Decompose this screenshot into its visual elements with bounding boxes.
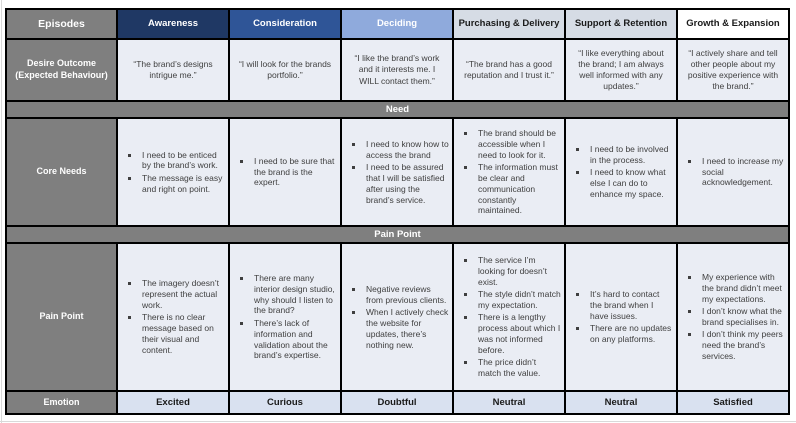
desire-quote-support-retention: “I like everything about the brand; I am always well informed with any updates.” — [566, 40, 676, 100]
row-label-core-needs: Core Needs — [7, 119, 116, 225]
bullet-list — [239, 154, 337, 190]
bullet-item: ▪ My experience with the brand didn’t meet my expectations. — [700, 272, 785, 305]
bullet-list — [351, 137, 449, 207]
core-needs-cell-support-retention — [566, 119, 676, 225]
core-needs-cell-purchasing-delivery — [454, 119, 564, 225]
bullet-item: ▪ There are no updates on any platforms. — [588, 323, 673, 345]
bullet-list — [239, 271, 337, 363]
bullet-list — [127, 148, 225, 196]
core-needs-cell-consideration — [230, 119, 340, 225]
column-header-awareness: Awareness — [118, 10, 228, 38]
bullet-item: ▪ I need to be sure that the brand is the expert. — [252, 156, 337, 189]
bullet-item: ▪ When I actively check the website for updates, there’s nothing new. — [364, 307, 449, 351]
bullet-item: ▪ There are many interior design studio, why should I listen to the brand? — [252, 273, 337, 317]
desire-quote-purchasing-delivery: “The brand has a good reputation and I trust it.” — [454, 40, 564, 100]
bullet-item: ▪ There is no clear message based on their visual and content. — [140, 312, 225, 356]
column-header-consideration: Consideration — [230, 10, 340, 38]
bullet-item: ▪ I need to be enticed by the brand’s work. — [140, 150, 225, 172]
section-bar-pain-point: Pain Point — [7, 227, 788, 242]
core-needs-cell-deciding — [342, 119, 452, 225]
page-edge-bottom — [0, 421, 796, 422]
corner-header-episodes: Episodes — [7, 10, 116, 38]
pain-point-cell-purchasing-delivery — [454, 244, 564, 390]
bullet-item: ▪ The imagery doesn’t represent the actual work. — [140, 278, 225, 311]
bullet-item: ▪ I need to be assured that I will be satisfied after using the brand’s service. — [364, 162, 449, 206]
row-label-pain-point: Pain Point — [7, 244, 116, 390]
emotion-cell-growth-expansion: Satisfied — [678, 392, 788, 413]
desire-quote-awareness: “The brand’s designs intrigue me.” — [118, 40, 228, 100]
bullet-item: ▪ The price didn’t match the value. — [476, 357, 561, 379]
customer-journey-table — [5, 8, 790, 415]
page-edge-left — [1, 0, 2, 423]
desire-quote-growth-expansion: “I actively share and tell other people about my positive experience with the brand.” — [678, 40, 788, 100]
bullet-item: ▪ It’s hard to contact the brand when I have issues. — [588, 289, 673, 322]
emotion-cell-support-retention: Neutral — [566, 392, 676, 413]
bullet-item: ▪ Negative reviews from previous clients. — [364, 284, 449, 306]
bullet-item: ▪ I don’t think my peers need the brand’s services. — [700, 329, 785, 362]
bullet-list — [687, 154, 785, 190]
emotion-cell-deciding: Doubtful — [342, 392, 452, 413]
section-bar-need: Need — [7, 102, 788, 117]
bullet-item: ▪ The information must be clear and communication constantly maintained. — [476, 162, 561, 216]
emotion-cell-consideration: Curious — [230, 392, 340, 413]
bullet-item: ▪ The style didn’t match my expectation. — [476, 289, 561, 311]
core-needs-cell-growth-expansion — [678, 119, 788, 225]
bullet-item: ▪ There’s lack of information and validation about the brand’s expertise. — [252, 318, 337, 362]
bullet-list — [463, 126, 561, 218]
bullet-list — [127, 277, 225, 358]
bullet-item: ▪ I need to know what else I can do to enhance my space. — [588, 167, 673, 200]
column-header-deciding: Deciding — [342, 10, 452, 38]
bullet-item: ▪ I don’t know what the brand specialises in. — [700, 306, 785, 328]
pain-point-cell-consideration — [230, 244, 340, 390]
bullet-item: ▪ I need to know how to access the brand — [364, 139, 449, 161]
pain-point-cell-awareness — [118, 244, 228, 390]
desire-quote-deciding: “I like the brand’s work and it interests me. I WILL contact them.” — [342, 40, 452, 100]
emotion-cell-purchasing-delivery: Neutral — [454, 392, 564, 413]
desire-quote-consideration: “I will look for the brands portfolio.” — [230, 40, 340, 100]
pain-point-cell-deciding — [342, 244, 452, 390]
bullet-list — [575, 143, 673, 202]
pain-point-cell-growth-expansion — [678, 244, 788, 390]
bullet-item: ▪ The service I’m looking for doesn’t exist. — [476, 255, 561, 288]
bullet-item: ▪ The brand should be accessible when I need to look for it. — [476, 128, 561, 161]
core-needs-cell-awareness — [118, 119, 228, 225]
bullet-list — [351, 282, 449, 352]
row-label-emotion: Emotion — [7, 392, 116, 413]
column-header-growth-expansion: Growth & Expansion — [678, 10, 788, 38]
bullet-item: ▪ I need to increase my social acknowledgement. — [700, 156, 785, 189]
column-header-purchasing-delivery: Purchasing & Delivery — [454, 10, 564, 38]
bullet-list — [463, 253, 561, 380]
emotion-cell-awareness: Excited — [118, 392, 228, 413]
bullet-item: ▪ There is a lengthy process about which I was not informed before. — [476, 312, 561, 356]
column-header-support-retention: Support & Retention — [566, 10, 676, 38]
bullet-item: ▪ I need to be involved in the process. — [588, 144, 673, 166]
bullet-list — [687, 271, 785, 364]
pain-point-cell-support-retention — [566, 244, 676, 390]
bullet-item: ▪ The message is easy and right on point. — [140, 173, 225, 195]
bullet-list — [575, 288, 673, 347]
row-label-desire-outcome: Desire Outcome (Expected Behaviour) — [7, 40, 116, 100]
